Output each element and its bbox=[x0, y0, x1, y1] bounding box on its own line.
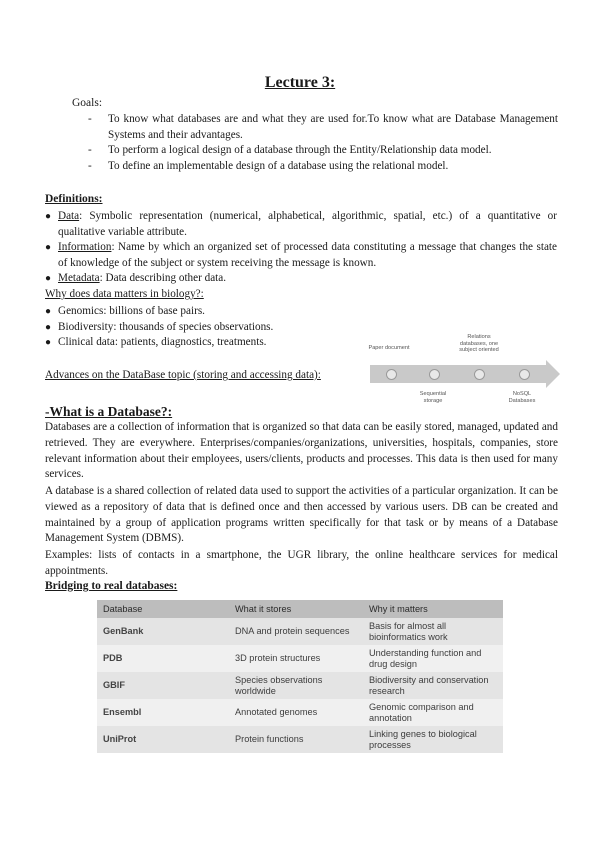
biology-list bbox=[45, 304, 365, 351]
table-cell: Basis for almost all bioinformatics work bbox=[363, 618, 503, 645]
page-title: Lecture 3: bbox=[264, 74, 336, 91]
definition-item: ● Metadata: Data describing other data. bbox=[45, 272, 227, 284]
table-cell: Protein functions bbox=[229, 726, 363, 753]
timeline-node-icon bbox=[386, 369, 397, 380]
what-is-database-heading: -What is a Database?: bbox=[45, 404, 173, 419]
table-cell: GenBank bbox=[97, 618, 229, 645]
table-header-row bbox=[97, 600, 503, 618]
table-row bbox=[97, 672, 503, 699]
timeline-node-icon bbox=[429, 369, 440, 380]
column-header: What it stores bbox=[229, 600, 363, 618]
timeline-label: Sequential storage bbox=[419, 391, 447, 404]
goals-label: Goals: bbox=[72, 97, 103, 109]
biology-item: ● Biodiversity: thousands of species observations. bbox=[45, 320, 274, 333]
goal-item: - To perform a logical design of a database through the Entity/Relationship data model. bbox=[88, 144, 492, 156]
table-row bbox=[97, 699, 503, 726]
table-row bbox=[97, 618, 503, 645]
goals-list bbox=[88, 112, 558, 174]
definition-item: ● Data: Symbolic representation (numerical, alphabetical, algorithmic, spatial, etc.) of a quantitative or qualitative variable attribute. bbox=[45, 210, 557, 238]
table-cell: Species observations worldwide bbox=[229, 672, 363, 699]
bridging-heading: Bridging to real databases: bbox=[45, 580, 178, 592]
table-cell: Understanding function and drug design bbox=[363, 645, 503, 672]
definitions-heading: Definitions: bbox=[45, 193, 103, 205]
table-cell: GBIF bbox=[97, 672, 229, 699]
table-cell: 3D protein structures bbox=[229, 645, 363, 672]
databases-table bbox=[97, 600, 503, 753]
timeline-label: NoSQL Databases bbox=[508, 391, 536, 404]
definitions-list bbox=[45, 209, 557, 287]
column-header: Why it matters bbox=[363, 600, 503, 618]
database-timeline-graphic bbox=[366, 333, 562, 409]
table-cell: UniProt bbox=[97, 726, 229, 753]
timeline-arrow-icon bbox=[546, 360, 560, 388]
goal-item: - To define an implementable design of a database using the relational model. bbox=[88, 159, 449, 172]
what-is-paragraph-2: A database is a shared collection of related data used to support the activities of a particular organization. It can be viewed as a repository of data that is defined once and then accessed by various users. DB can be created and maintained by a group of application programs written specifically for that task or by means of a Database Management System (DBMS). bbox=[45, 485, 558, 545]
biology-heading: Why does data matters in biology?: bbox=[45, 288, 204, 300]
table-row bbox=[97, 726, 503, 753]
table-cell: Annotated genomes bbox=[229, 699, 363, 726]
table-cell: Ensembl bbox=[97, 699, 229, 726]
table-row bbox=[97, 645, 503, 672]
biology-item: ● Clinical data: patients, diagnostics, treatments. bbox=[45, 336, 267, 348]
table-cell: Biodiversity and conservation research bbox=[363, 672, 503, 699]
timeline-node-icon bbox=[519, 369, 530, 380]
table-cell: Genomic comparison and annotation bbox=[363, 699, 503, 726]
column-header: Database bbox=[97, 600, 229, 618]
timeline-node-icon bbox=[474, 369, 485, 380]
timeline-label: Relations databases, one subject oriented bbox=[459, 334, 499, 353]
what-is-paragraph-1: Databases are a collection of information that is organized so that data can be easily stored, managed, updated and retrieved. They are everywhere. Enterprises/companies/organizations, universities, hospitals, companies, store relevant information about their employees, users/clients, products and processes. This data is then used for many services. bbox=[45, 421, 558, 481]
table-cell: PDB bbox=[97, 645, 229, 672]
table-cell: DNA and protein sequences bbox=[229, 618, 363, 645]
advances-caption: Advances on the DataBase topic (storing and accessing data): bbox=[45, 369, 321, 381]
biology-item: ● Genomics: billions of base pairs. bbox=[45, 305, 205, 317]
definition-item: ● Information: Name by which an organized set of processed data constituting a message that changes the state of knowledge of the subject or system receiving the message is known. bbox=[45, 241, 557, 269]
goal-item: - To know what databases are and what they are used for.To know what are Database Management Systems and their advantages. bbox=[88, 113, 558, 141]
table-cell: Linking genes to biological processes bbox=[363, 726, 503, 753]
timeline-label: Paper document bbox=[368, 345, 410, 351]
examples-paragraph: Examples: lists of contacts in a smartphone, the UGR library, the online healthcare services for medical appointments. bbox=[45, 549, 558, 577]
